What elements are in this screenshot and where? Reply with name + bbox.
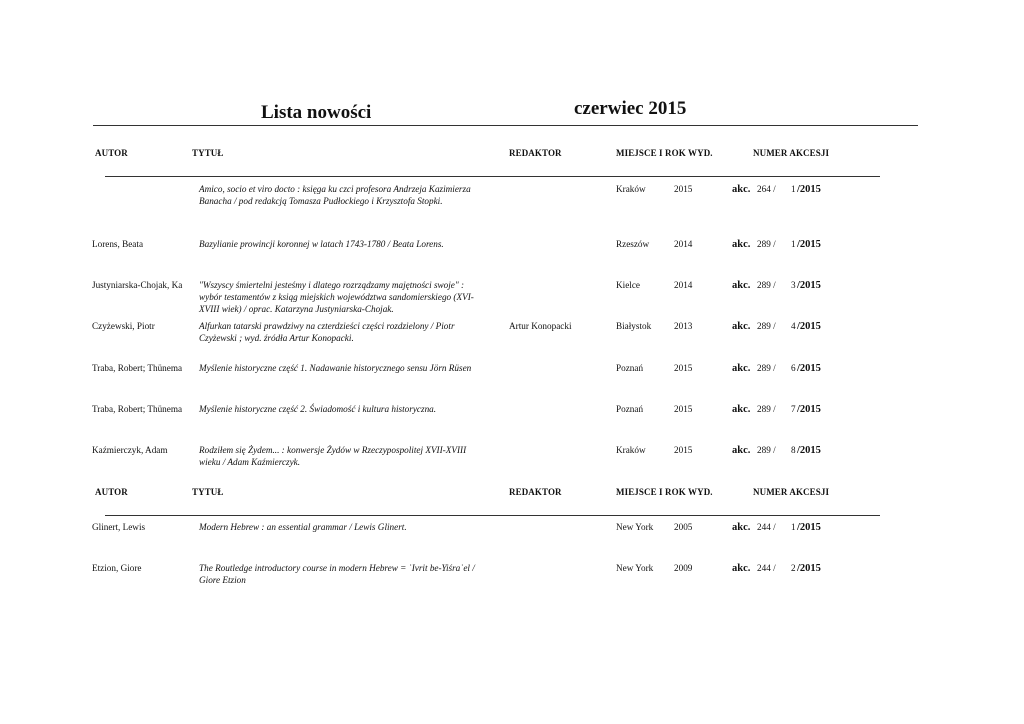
row-akc-sequence: 7 [791, 404, 796, 414]
row-akc-label: akc. [732, 184, 751, 195]
row-author: Kaźmierczyk, Adam [92, 445, 168, 455]
header-editor: REDAKTOR [509, 148, 562, 158]
row-akc-sequence: 2 [791, 563, 796, 573]
title-rule [93, 125, 918, 126]
row-author: Glinert, Lewis [92, 522, 146, 532]
row-akc-label: akc. [732, 522, 751, 533]
row-title-line: Czyżewski ; wyd. źródła Artur Konopacki. [199, 333, 354, 343]
row-akc-year: /2015 [797, 321, 821, 332]
row-author: Justyniarska-Chojak, Ka [92, 280, 183, 290]
row-title-line: The Routledge introductory course in modern Hebrew = ʿIvrit be-Yiśraʾel / [199, 563, 475, 573]
row-akc-year: /2015 [797, 363, 821, 374]
row-akc-label: akc. [732, 321, 751, 332]
header-accession: NUMER AKCESJI [753, 148, 830, 158]
row-place: Poznań [616, 404, 644, 414]
row-title-line: Myślenie historyczne część 2. Świadomość i kultura historyczna. [199, 404, 437, 414]
row-akc-number: 244 / [757, 522, 776, 532]
row-akc-sequence: 4 [791, 321, 796, 331]
row-akc-label: akc. [732, 239, 751, 250]
row-akc-sequence: 6 [791, 363, 796, 373]
row-year: 2009 [674, 563, 693, 573]
row-akc-sequence: 1 [791, 522, 796, 532]
row-akc-number: 289 / [757, 363, 776, 373]
row-place: Kraków [616, 184, 646, 194]
row-place: New York [616, 522, 654, 532]
row-title-line: Banacha / pod redakcją Tomasza Pudłockiego i Krzysztofa Stopki. [199, 196, 443, 206]
row-akc-number: 264 / [757, 184, 776, 194]
row-akc-year: /2015 [797, 445, 821, 456]
row-title-line: Alfurkan tatarski prawdziwy na czterdzieści części rozdzielony / Piotr [199, 321, 455, 331]
row-place: Poznań [616, 363, 644, 373]
row-editor: Artur Konopacki [509, 321, 572, 331]
row-akc-number: 289 / [757, 321, 776, 331]
row-akc-year: /2015 [797, 404, 821, 415]
row-year: 2014 [674, 280, 693, 290]
row-title-line: Bazylianie prowincji koronnej w latach 1743-1780 / Beata Lorens. [199, 239, 444, 249]
row-akc-sequence: 1 [791, 184, 796, 194]
row-akc-number: 289 / [757, 239, 776, 249]
row-title-line: Rodziłem się Żydem... : konwersje Żydów w Rzeczypospolitej XVII-XVIII [199, 445, 467, 455]
row-title-line: Modern Hebrew : an essential grammar / Lewis Glinert. [199, 522, 407, 532]
row-place: Rzeszów [616, 239, 650, 249]
row-akc-sequence: 8 [791, 445, 796, 455]
row-author: Etzion, Giore [92, 563, 142, 573]
row-year: 2015 [674, 445, 693, 455]
row-title-line: wieku / Adam Kaźmierczyk. [199, 457, 301, 467]
row-akc-number: 289 / [757, 280, 776, 290]
row-title-line: Giore Etzion [199, 575, 246, 585]
header-title: TYTUŁ [192, 487, 224, 497]
row-akc-year: /2015 [797, 280, 821, 291]
page-period: czerwiec 2015 [574, 98, 687, 119]
row-author: Czyżewski, Piotr [92, 321, 155, 331]
row-title-line: wybór testamentów z ksiąg miejskich województwa sandomierskiego (XVI- [199, 292, 474, 302]
row-year: 2015 [674, 404, 693, 414]
row-place: Kielce [616, 280, 640, 290]
page-title: Lista nowości [261, 102, 372, 123]
row-akc-label: akc. [732, 404, 751, 415]
row-author: Lorens, Beata [92, 239, 144, 249]
row-year: 2015 [674, 363, 693, 373]
header-accession: NUMER AKCESJI [753, 487, 830, 497]
row-akc-label: akc. [732, 445, 751, 456]
row-title-line: XVIII wiek) / oprac. Katarzyna Justyniarska-Chojak. [199, 304, 394, 314]
row-author: Traba, Robert; Thünema [92, 404, 183, 414]
row-title-line: "Wszyscy śmiertelni jesteśmy i dlatego rozrządzamy majętności swoje" : [199, 280, 465, 290]
header-place-year: MIEJSCE I ROK WYD. [616, 148, 713, 158]
header-title: TYTUŁ [192, 148, 224, 158]
header-editor: REDAKTOR [509, 487, 562, 497]
row-title-line: Amico, socio et viro docto : księga ku czci profesora Andrzeja Kazimierza [199, 184, 471, 194]
row-place: Kraków [616, 445, 646, 455]
header-author: AUTOR [95, 487, 128, 497]
row-year: 2015 [674, 184, 693, 194]
header-place-year: MIEJSCE I ROK WYD. [616, 487, 713, 497]
row-akc-label: akc. [732, 363, 751, 374]
row-place: Białystok [616, 321, 652, 331]
row-akc-sequence: 1 [791, 239, 796, 249]
row-akc-sequence: 3 [791, 280, 796, 290]
row-akc-number: 244 / [757, 563, 776, 573]
header-rule [105, 515, 880, 516]
row-akc-year: /2015 [797, 239, 821, 250]
header-rule [105, 176, 880, 177]
row-akc-label: akc. [732, 563, 751, 574]
row-author: Traba, Robert; Thünema [92, 363, 183, 373]
row-akc-year: /2015 [797, 184, 821, 195]
row-akc-label: akc. [732, 280, 751, 291]
row-akc-number: 289 / [757, 404, 776, 414]
row-akc-year: /2015 [797, 522, 821, 533]
row-title-line: Myślenie historyczne część 1. Nadawanie historycznego sensu Jörn Rüsen [199, 363, 472, 373]
row-akc-year: /2015 [797, 563, 821, 574]
header-author: AUTOR [95, 148, 128, 158]
row-place: New York [616, 563, 654, 573]
row-year: 2013 [674, 321, 693, 331]
row-akc-number: 289 / [757, 445, 776, 455]
row-year: 2014 [674, 239, 693, 249]
row-year: 2005 [674, 522, 693, 532]
